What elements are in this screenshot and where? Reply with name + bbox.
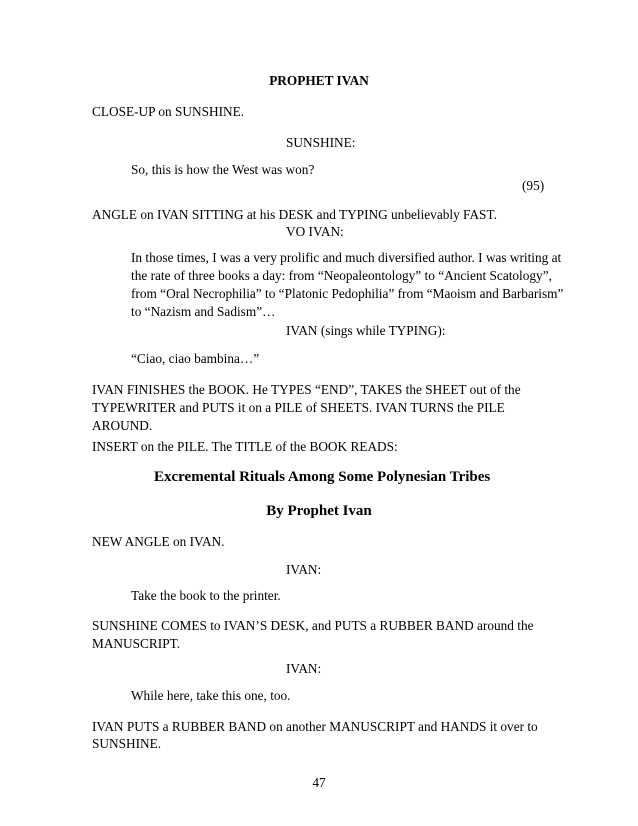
action-finishes-line: IVAN FINISHES the BOOK. He TYPES “END”, TAKES the SHEET out of the: [92, 382, 521, 397]
dialogue-ciao: “Ciao, ciao bambina…”: [131, 351, 260, 366]
action-final-line: IVAN PUTS a RUBBER BAND on another MANUSCRIPT and HANDS it over to: [92, 719, 538, 734]
action-finishes-line: AROUND.: [92, 418, 153, 433]
book-author: By Prophet Ivan: [266, 503, 372, 519]
scene-number: (95): [522, 178, 545, 193]
character-ivan: IVAN:: [286, 562, 322, 577]
character-vo-ivan: VO IVAN:: [286, 224, 344, 239]
dialogue-vo-line: from “Oral Necrophilia” to “Platonic Pedophilia” from “Maoism and Barbarism”: [131, 286, 564, 301]
action-finishes-line: TYPEWRITER and PUTS it on a PILE of SHEETS. IVAN TURNS the PILE: [92, 400, 505, 415]
action-closeup: CLOSE-UP on SUNSHINE.: [92, 104, 245, 119]
action-angle-ivan: ANGLE on IVAN SITTING at his DESK and TYPING unbelievably FAST.: [92, 207, 497, 222]
action-sunshine-line: SUNSHINE COMES to IVAN’S DESK, and PUTS a RUBBER BAND around the: [92, 618, 534, 633]
page-number: 47: [312, 775, 326, 790]
action-sunshine-line: MANUSCRIPT.: [92, 636, 181, 651]
character-ivan-sings: IVAN (sings while TYPING):: [286, 323, 446, 338]
dialogue-ivan: While here, take this one, too.: [131, 688, 291, 703]
character-ivan: IVAN:: [286, 661, 322, 676]
dialogue-ivan: Take the book to the printer.: [131, 588, 281, 603]
book-title: Excremental Rituals Among Some Polynesian Tribes: [154, 469, 491, 485]
action-insert: INSERT on the PILE. The TITLE of the BOOK READS:: [92, 439, 398, 454]
dialogue-sunshine: So, this is how the West was won?: [131, 162, 315, 177]
character-sunshine: SUNSHINE:: [286, 135, 356, 150]
dialogue-vo-line: to “Nazism and Sadism”…: [131, 304, 276, 319]
dialogue-vo-line: In those times, I was a very prolific and much diversified author. I was writing at: [131, 250, 562, 265]
page-title: PROPHET IVAN: [269, 73, 369, 88]
action-new-angle: NEW ANGLE on IVAN.: [92, 534, 225, 549]
action-final-line: SUNSHINE.: [92, 736, 162, 751]
dialogue-vo-line: the rate of three books a day: from “Neopaleontology” to “Ancient Scatology”,: [131, 268, 552, 283]
